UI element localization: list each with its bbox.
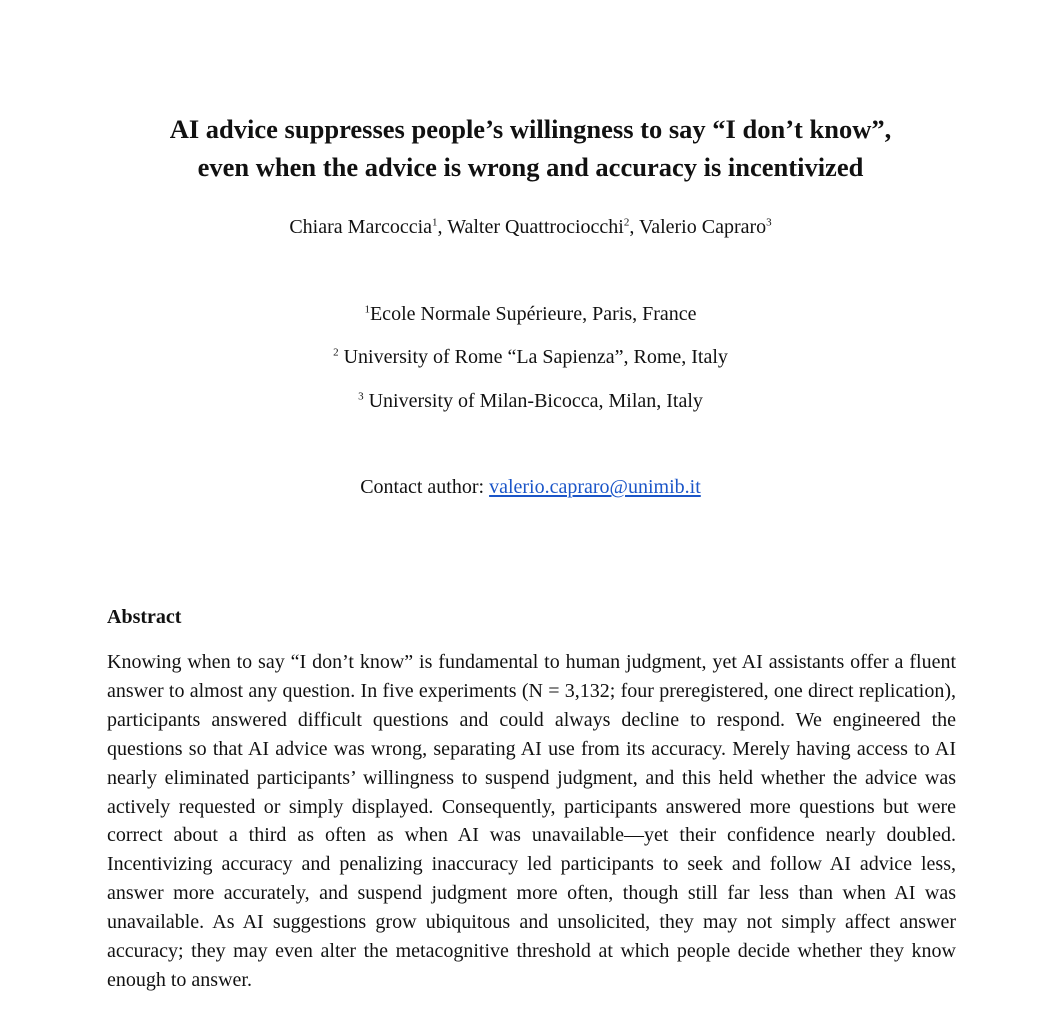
author-affiliation-mark: 3 — [766, 216, 772, 229]
paper-title — [0, 110, 1061, 186]
author-separator: , — [629, 216, 639, 238]
affiliation-mark: 1 — [364, 303, 370, 316]
author-separator: , — [437, 216, 448, 238]
affiliation-text: University of Milan-Bicocca, Milan, Italy — [368, 390, 703, 412]
author-affiliation-mark: 2 — [623, 216, 630, 229]
affiliation-3 — [0, 387, 1061, 415]
affiliation-mark: 3 — [358, 390, 364, 403]
contact-email-link[interactable]: valerio.capraro@unimib.it — [489, 476, 701, 498]
author-affiliation-mark: 1 — [432, 216, 438, 229]
author-name: Valerio Capraro — [638, 216, 767, 238]
affiliation-1 — [0, 300, 1061, 328]
author-list — [0, 213, 1061, 241]
paper-title-line-2: even when the advice is wrong and accuracy is incentivized — [197, 152, 864, 182]
contact-author — [0, 473, 1061, 501]
abstract-heading: Abstract — [107, 606, 182, 628]
author-name: Chiara Marcoccia — [289, 216, 433, 238]
contact-label: Contact author: — [360, 476, 490, 498]
author-name: Walter Quattrociocchi — [447, 216, 624, 238]
affiliation-mark: 2 — [333, 346, 339, 359]
affiliation-text: Ecole Normale Supérieure, Paris, France — [369, 303, 697, 325]
affiliation-text: University of Rome “La Sapienza”, Rome, Italy — [343, 346, 728, 368]
affiliation-2 — [0, 343, 1061, 371]
paper-title-line-1: AI advice suppresses people’s willingness to say “I don’t know”, — [169, 114, 892, 144]
abstract-text: Knowing when to say “I don’t know” is fundamental to human judgment, yet AI assistants offer a fluent answer to almost any question. In five experiments (N = 3,132; four preregistered, one direct replication), participants answered difficult questions and could always decline to respond. We engineered the questions so that AI advice was wrong, separating AI use from its accuracy. Merely having access to AI nearly eliminated participants’ willingness to suspend judgment, and this held whether the advice was actively requested or simply displayed. Consequently, participants answered more questions but were correct about a third as often as when AI was unavailable—yet their confidence nearly doubled. Incentivizing accuracy and penalizing inaccuracy led participants to seek and follow AI advice less, answer more accurately, and suspend judgment more often, though still far less than when AI was unavailable. As AI suggestions grow ubiquitous and unsolicited, they may not simply affect answer accuracy; they may even alter the metacognitive threshold at which people decide whether they know enough to answer. — [107, 651, 956, 991]
